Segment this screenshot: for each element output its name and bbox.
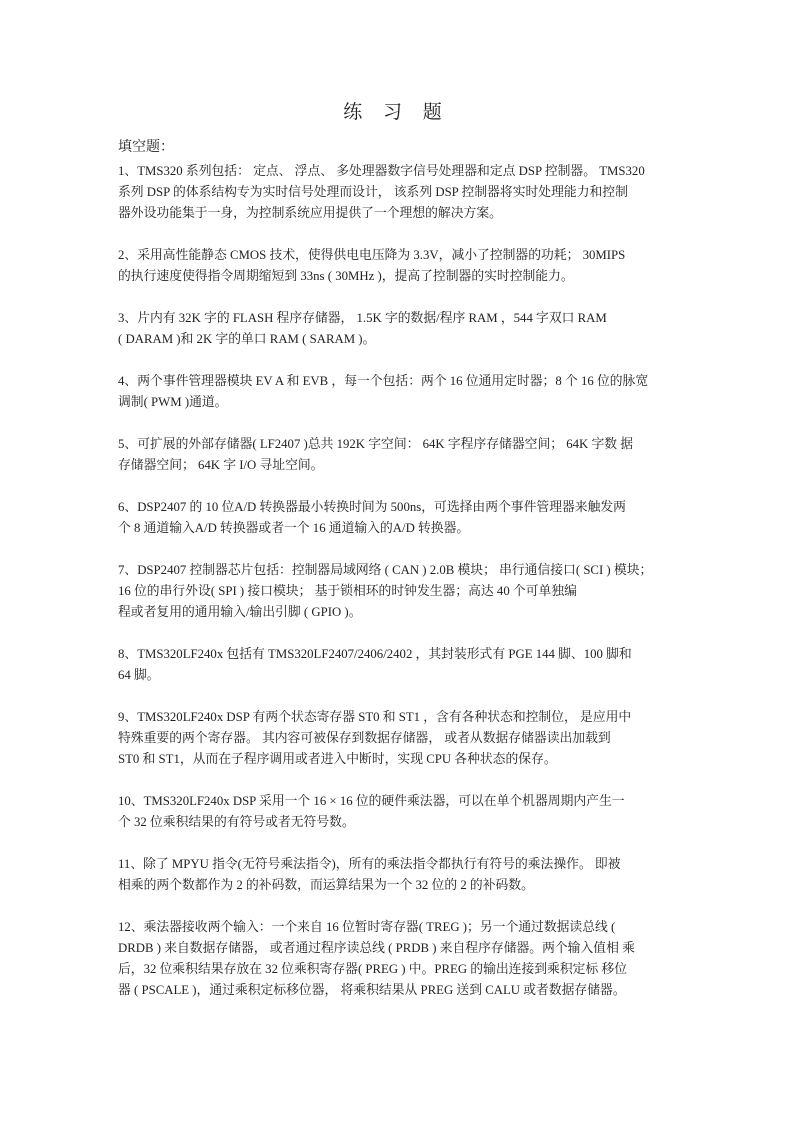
question-2 [118,245,688,287]
question-5 [118,434,688,476]
question-line: 64 脚。 [118,668,160,682]
section-heading: 填空题： [118,140,174,155]
question-line: 特殊重要的两个寄存器。 其内容可被保存到数据存储器， 或者从数据存储器读出加载到 [118,731,611,745]
question-line: 7、DSP2407 控制器芯片包括：控制器局域网络 ( CAN ) 2.0B 模块； 串行通信接口( SCI ) 模块； [118,563,653,577]
question-line: ST0 和 ST1，从而在子程序调用或者进入中断时，实现 CPU 各种状态的保存。 [118,752,557,766]
question-line: 1、TMS320 系列包括： 定点、 浮点、 多处理器数字信号处理器和定点 DSP 控制器。 TMS320 [118,164,645,178]
question-1 [118,161,688,224]
question-line: ( DARAM )和 2K 字的单口 RAM ( SARAM )。 [118,332,376,346]
question-line: 后，32 位乘积结果存放在 32 位乘积寄存器( PREG ) 中。PREG 的输出连接到乘积定标 移位 [118,962,628,976]
question-line: 的执行速度使得指令周期缩短到 33ns ( 30MHz )，提高了控制器的实时控制能力。 [118,269,574,283]
question-11 [118,854,688,896]
question-line: 器 ( PSCALE )，通过乘积定标移位器， 将乘积结果从 PREG 送到 CALU 或者数据存储器。 [118,983,626,997]
question-7 [118,560,688,623]
question-line: 个 32 位乘积结果的有符号或者无符号数。 [118,815,355,829]
question-8 [118,644,688,686]
question-line: 8、TMS320LF240x 包括有 TMS320LF2407/2406/2402 ，其封装形式有 PGE 144 脚、100 脚和 [118,647,632,661]
question-9 [118,707,688,770]
question-line: DRDB ) 来自数据存储器， 或者通过程序读总线 ( PRDB ) 来自程序存储器。两个输入值相 乘 [118,941,635,955]
page-title: 练 习 题 [343,102,450,123]
question-line: 4、两个事件管理器模块 EV A 和 EVB ，每一个包括：两个 16 位通用定时器；8 个 16 位的脉宽 [118,374,649,388]
question-line: 个 8 通道输入A/D 转换器或者一个 16 通道输入的A/D 转换器。 [118,521,470,535]
question-3 [118,308,688,350]
question-6 [118,497,688,539]
question-line: 相乘的两个数都作为 2 的补码数，而运算结果为一个 32 位的 2 的补码数。 [118,878,534,892]
question-12 [118,917,688,1001]
question-line: 11、除了 MPYU 指令(无符号乘法指令)，所有的乘法指令都执行有符号的乘法操作。 即被 [118,857,621,871]
question-line: 调制( PWM )通道。 [118,395,228,409]
question-line: 2、采用高性能静态 CMOS 技术，使得供电电压降为 3.3V，减小了控制器的功耗； 30MIPS [118,248,626,262]
question-line: 系列 DSP 的体系结构专为实时信号处理而设计， 该系列 DSP 控制器将实时处理能力和控制 [118,185,628,199]
question-line: 存储器空间； 64K 字 I/O 寻址空间。 [118,458,324,472]
question-line: 12、乘法器接收两个输入：一个来自 16 位暂时寄存器( TREG )；另一个通过数据读总线 ( [118,920,616,934]
question-10 [118,791,688,833]
question-line: 16 位的串行外设( SPI ) 接口模块； 基于锁相环的时钟发生器；高达 40 个可单独编 [118,584,577,598]
question-4 [118,371,688,413]
question-line: 程或者复用的通用输入/输出引脚 ( GPIO )。 [118,605,362,619]
question-line: 10、TMS320LF240x DSP 采用一个 16 × 16 位的硬件乘法器，可以在单个机器周期内产生一 [118,794,625,808]
question-line: 6、DSP2407 的 10 位A/D 转换器最小转换时间为 500ns，可选择由两个事件管理器来触发两 [118,500,626,514]
question-list [118,161,688,1022]
question-line: 5、可扩展的外部存储器( LF2407 )总共 192K 字空间： 64K 字程序存储器空间； 64K 字数 据 [118,437,634,451]
question-line: 9、TMS320LF240x DSP 有两个状态寄存器 ST0 和 ST1 ，含有各种状态和控制位， 是应用中 [118,710,632,724]
question-line: 3、片内有 32K 字的 FLASH 程序存储器， 1.5K 字的数据/程序 RAM ，544 字双口 RAM [118,311,607,325]
question-line: 器外设功能集于一身，为控制系统应用提供了一个理想的解决方案。 [118,206,502,220]
